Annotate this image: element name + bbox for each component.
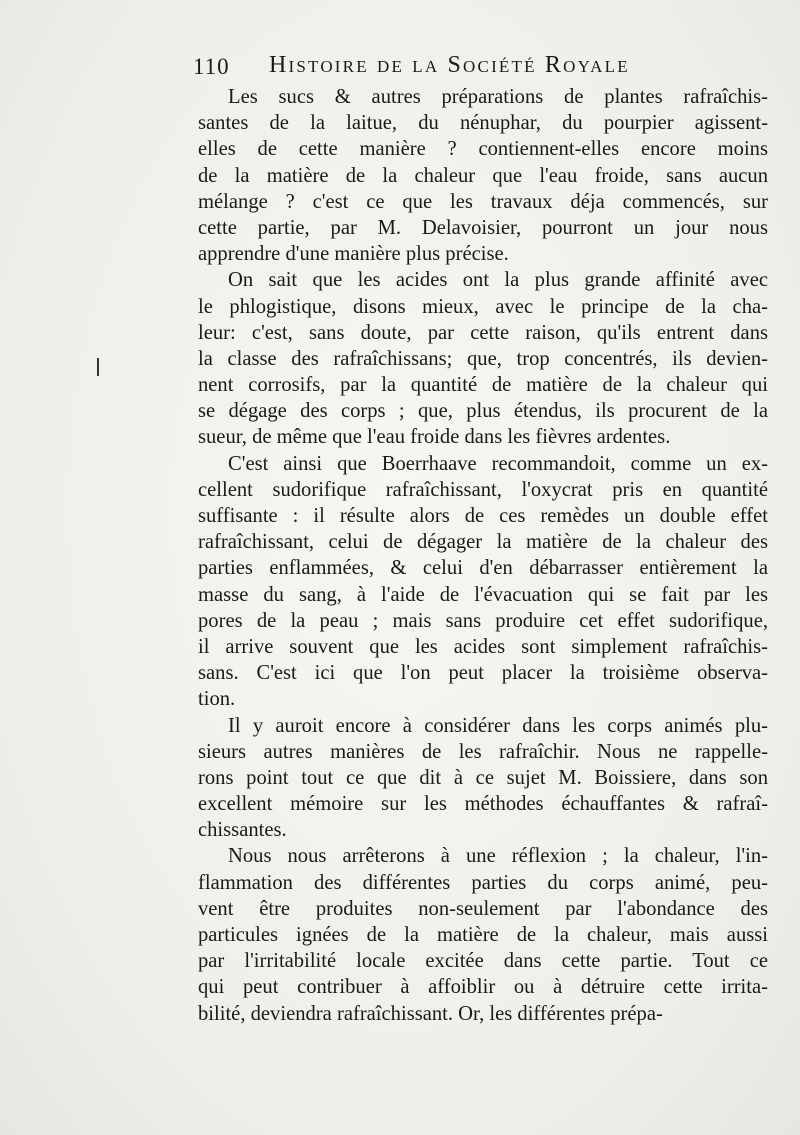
text-line: cellent sudorifique rafraîchissant, l'oxycrat pris en quantité	[198, 478, 768, 501]
text-line: excellent mémoire sur les méthodes échauffantes & rafraî-	[198, 793, 768, 816]
text-line: chissantes.	[198, 819, 287, 842]
text-line: le phlogistique, disons mieux, avec le principe de la cha-	[198, 295, 768, 318]
text-line: leur: c'est, sans doute, par cette raison, qu'ils entrent dans	[198, 321, 768, 344]
text-line: pores de la peau ; mais sans produire cet effet sudorifique,	[198, 609, 768, 632]
text-line: il arrive souvent que les acides sont simplement rafraîchis-	[198, 635, 768, 658]
text-line: rafraîchissant, celui de dégager la matière de la chaleur des	[198, 531, 768, 554]
text-line: Il y auroit encore à considérer dans les corps animés plu-	[228, 714, 768, 737]
text-line: vent être produites non-seulement par l'abondance des	[198, 897, 768, 920]
text-line: la classe des rafraîchissans; que, trop concentrés, ils devien-	[198, 347, 768, 370]
body-text	[198, 84, 768, 1027]
text-line: Les sucs & autres préparations de plantes rafraîchis-	[228, 86, 768, 108]
text-line: parties enflammées, & celui d'en débarrasser entièrement la	[198, 557, 768, 580]
running-title: Histoire de la Société Royale	[269, 52, 630, 78]
text-line: sueur, de même que l'eau froide dans les fièvres ardentes.	[198, 426, 671, 449]
text-line: particules ignées de la matière de la chaleur, mais aussi	[198, 924, 768, 946]
text-line: nent corrosifs, par la quantité de matière de la chaleur qui	[198, 374, 768, 397]
text-line: tion.	[198, 688, 236, 711]
text-line: rons point tout ce que dit à ce sujet M. Boissiere, dans son	[198, 766, 768, 789]
text-line: cette partie, par M. Delavoisier, pourront un jour nous	[198, 216, 768, 239]
text-line: sans. C'est ici que l'on peut placer la troisième observa-	[198, 662, 768, 685]
text-line: C'est ainsi que Boerrhaave recommandoit, comme un ex-	[228, 452, 768, 475]
text-line: mélange ? c'est ce que les travaux déja commencés, sur	[198, 190, 768, 213]
text-line: elles de cette manière ? contiennent-elles encore moins	[198, 138, 768, 161]
text-line: de la matière de la chaleur que l'eau froide, sans aucun	[198, 164, 768, 187]
paragraph	[198, 451, 768, 713]
margin-mark	[97, 358, 99, 376]
paragraph	[198, 713, 768, 844]
paragraph	[198, 84, 768, 267]
text-line: sieurs autres manières de les rafraîchir. Nous ne rappelle-	[198, 740, 768, 763]
text-line: par l'irritabilité locale excitée dans cette partie. Tout ce	[198, 950, 768, 973]
text-line: masse du sang, à l'aide de l'évacuation qui se fait par les	[198, 583, 768, 606]
paragraph	[198, 267, 768, 450]
paragraph	[198, 843, 768, 1026]
text-line: apprendre d'une manière plus précise.	[198, 243, 509, 266]
page-number: 110	[193, 54, 230, 79]
page-header	[193, 48, 753, 84]
text-line: On sait que les acides ont la plus grande affinité avec	[228, 269, 768, 292]
text-line: flammation des différentes parties du corps animé, peu-	[198, 871, 768, 894]
text-line: se dégage des corps ; que, plus étendus, ils procurent de la	[198, 400, 768, 423]
text-line: bilité, deviendra rafraîchissant. Or, les différentes prépa-	[198, 1002, 663, 1025]
text-line: Nous nous arrêterons à une réflexion ; la chaleur, l'in-	[228, 845, 768, 868]
text-line: qui peut contribuer à affoiblir ou à détruire cette irrita-	[198, 976, 768, 999]
text-line: suffisante : il résulte alors de ces remèdes un double effet	[198, 505, 768, 527]
text-line: santes de la laitue, du nénuphar, du pourpier agissent-	[198, 112, 768, 135]
